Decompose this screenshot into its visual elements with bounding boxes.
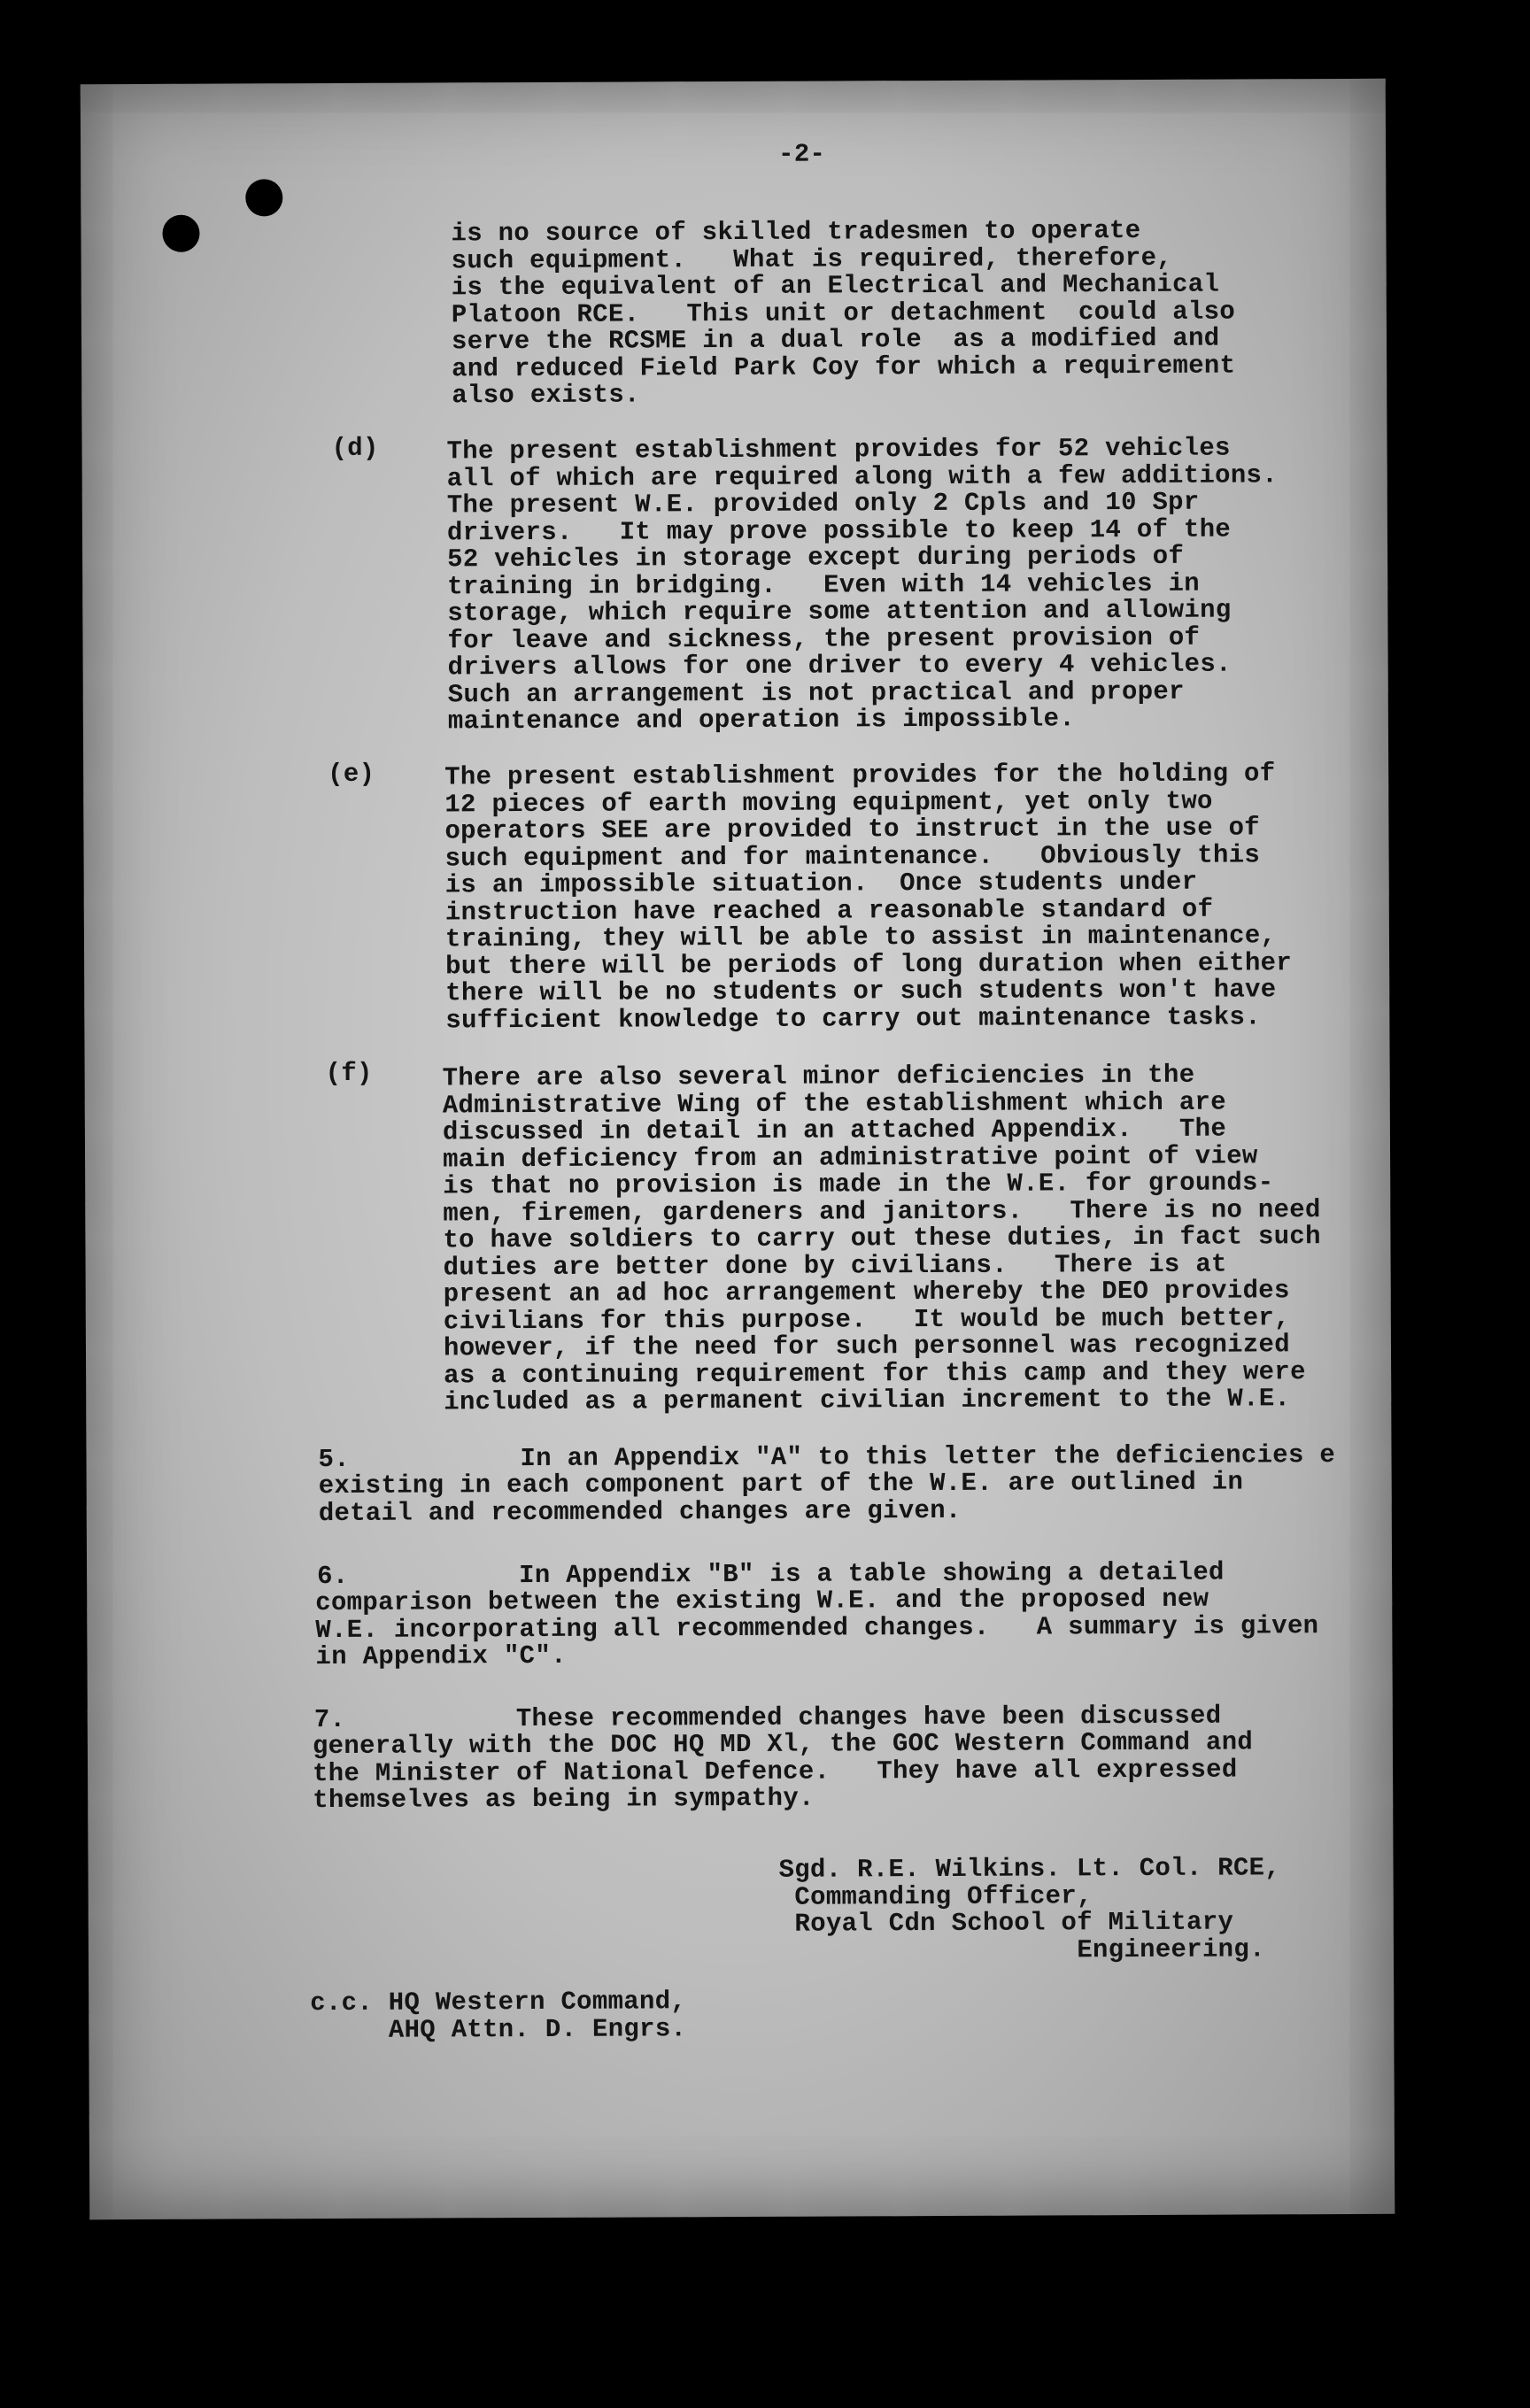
document-page — [81, 79, 1395, 2219]
paragraph-number: 7. — [313, 1704, 346, 1735]
paragraph-text: generally with the DOC HQ MD Xl, the GOC Western Command and the Minister of National Defence. They have all expressed themselves as being in sympathy. — [312, 1727, 1254, 1816]
subparagraph-label: (f) — [325, 1058, 373, 1089]
subparagraph-label: (d) — [331, 433, 379, 463]
subparagraph-label: (e) — [328, 759, 375, 790]
punch-hole — [162, 215, 199, 252]
paragraph-first-line: In an Appendix "A" to this letter the deficiencies e — [520, 1440, 1336, 1474]
page-number: -2- — [778, 139, 826, 169]
punch-hole — [245, 179, 282, 216]
subparagraph-text: There are also several minor deficiencies in the Administrative Wing of the establishment which are discussed in detail in an attached Appendix. The main deficiency from an administrative point of view is that no provision is made in the W.E. for grounds- men, firemen, gardeners and janitors. There is no need to have soldiers to carry out these duties, in fact such duties are better done by civilians. There is at present an ad hoc arrangement whereby the DEO provides civilians for this purpose. It would be much better, however, if the need for such personnel was recognized as a continuing requirement for this camp and they were included as a permanent civilian increment to the W.E. — [442, 1060, 1321, 1417]
signature-block: Sgd. R.E. Wilkins. Lt. Col. RCE, Commanding Officer, Royal Cdn School of Military Engineering. — [778, 1853, 1281, 1966]
subparagraph-text: The present establishment provides for the holding of 12 pieces of earth moving equipment, yet only two operators SEE are provided to instruct in the use of such equipment and for maintenance. Obviously this is an impossible situation. Once students under instruction have reached a reasonable standard of training, they will be able to assist in maintenance, but there will be periods of long duration when either there will be no students or such students won't have sufficient knowledge to carry out maintenance tasks. — [444, 759, 1293, 1035]
paragraph-text: comparison between the existing W.E. and the proposed new W.E. incorporating all recommended changes. A summary is given in Appendix "C". — [315, 1584, 1319, 1672]
paragraph-text: existing in each component part of the W.E. are outlined in detail and recommended changes are given. — [318, 1467, 1244, 1528]
paragraph-number: 6. — [317, 1561, 349, 1592]
paragraph-first-line: In Appendix "B" is a table showing a detailed — [519, 1557, 1225, 1591]
cc-list: c.c. HQ Western Command, AHQ Attn. D. Engrs. — [310, 1987, 687, 2045]
subparagraph-text: The present establishment provides for 52 vehicles all of which are required along with a few additions. The present W.E. provided only 2 Cpls and 10 Spr drivers. It may prove possible to keep 14 of the 52 vehicles in storage except during periods of training in bridging. Even with 14 vehicles in storage, which require some attention and allowing for leave and sickness, the present provision of drivers allows for one driver to every 4 vehicles. Such an arrangement is not practical and proper maintenance and operation is impossible. — [446, 433, 1279, 737]
paragraph-first-line: These recommended changes have been discussed — [515, 1701, 1222, 1734]
continuation-text: is no source of skilled tradesmen to operate such equipment. What is required, therefore, is the equivalent of an Electrical and Mechanical Platoon RCE. This unit or detachment could also serve the RCSME in a dual role as a modified and and reduced Field Park Coy for which a requirement also exists. — [451, 216, 1236, 411]
paragraph-number: 5. — [318, 1444, 351, 1475]
